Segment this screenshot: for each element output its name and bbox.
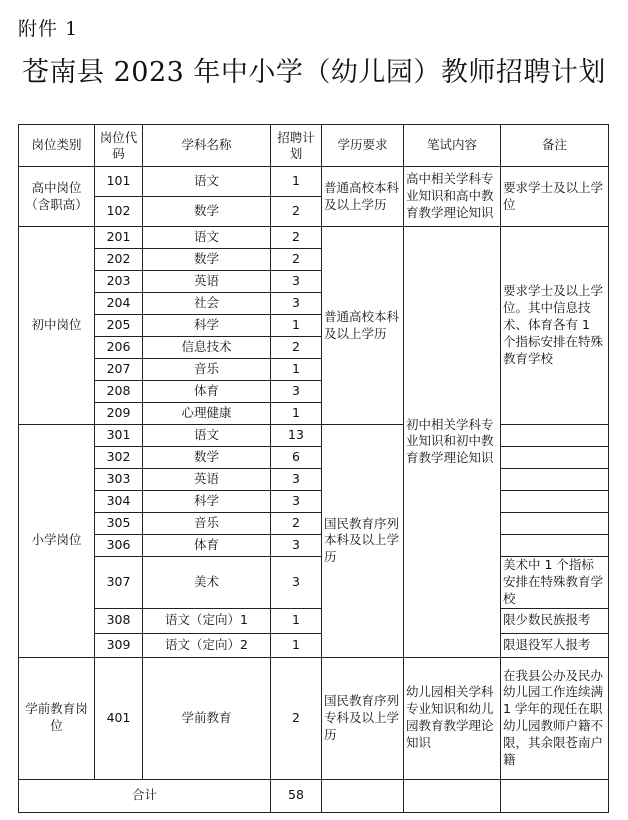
remark-empty [501,513,609,535]
subject-name: 数学 [143,447,271,469]
position-code: 304 [95,491,143,513]
category-primary-school: 小学岗位 [19,425,95,658]
quota-value: 2 [271,337,322,359]
subject-name: 社会 [143,293,271,315]
position-code: 308 [95,608,143,633]
quota-value: 3 [271,535,322,557]
table-row [19,557,609,609]
subject-name: 英语 [143,271,271,293]
position-code: 202 [95,249,143,271]
quota-value: 1 [271,359,322,381]
quota-value: 3 [271,491,322,513]
document-title: 苍南县 2023 年中小学（幼儿园）教师招聘计划 [22,57,606,88]
table-row [19,447,609,469]
remark-ethnic: 限少数民族报考 [501,608,609,633]
total-empty [322,779,404,812]
subject-name: 语文 [143,227,271,249]
header-row [19,125,609,167]
position-code: 208 [95,381,143,403]
header-category: 岗位类别 [19,125,95,167]
table-row [19,657,609,779]
table-row [19,535,609,557]
quota-value: 3 [271,469,322,491]
quota-value: 2 [271,227,322,249]
subject-name: 心理健康 [143,403,271,425]
subject-name: 英语 [143,469,271,491]
quota-value: 2 [271,249,322,271]
quota-value: 3 [271,381,322,403]
subject-name: 信息技术 [143,337,271,359]
exam-middle-primary: 初中相关学科专业知识和初中教育教学理论知识 [404,227,501,658]
position-code: 305 [95,513,143,535]
category-middle-school: 初中岗位 [19,227,95,425]
header-remarks: 备注 [501,125,609,167]
position-code: 101 [95,167,143,197]
education-primary-school: 国民教育序列本科及以上学历 [322,425,404,658]
quota-value: 2 [271,197,322,227]
position-code: 303 [95,469,143,491]
subject-name: 语文 [143,425,271,447]
quota-value: 1 [271,403,322,425]
position-code: 209 [95,403,143,425]
position-code: 204 [95,293,143,315]
table-row [19,491,609,513]
remark-middle-school: 要求学士及以上学位。其中信息技术、体育各有 1 个指标安排在特殊教育学校 [501,227,609,425]
subject-name: 学前教育 [143,657,271,779]
position-code: 102 [95,197,143,227]
quota-value: 1 [271,167,322,197]
remark-high-school: 要求学士及以上学位 [501,167,609,227]
remark-empty [501,425,609,447]
subject-name: 数学 [143,249,271,271]
education-middle-school: 普通高校本科及以上学历 [322,227,404,425]
quota-value: 1 [271,608,322,633]
table-row [19,608,609,633]
position-code: 205 [95,315,143,337]
subject-name: 语文（定向）1 [143,608,271,633]
quota-value: 13 [271,425,322,447]
remark-veteran: 限退役军人报考 [501,633,609,657]
header-exam: 笔试内容 [404,125,501,167]
remark-preschool: 在我县公办及民办幼儿园工作连续满 1 学年的现任在职幼儿园教师户籍不限，其余限苍南户籍 [501,657,609,779]
position-code: 206 [95,337,143,359]
header-quota: 招聘计划 [271,125,322,167]
position-code: 207 [95,359,143,381]
table-row [19,513,609,535]
total-quota: 58 [271,779,322,812]
education-high-school: 普通高校本科及以上学历 [322,167,404,227]
position-code: 201 [95,227,143,249]
quota-value: 1 [271,315,322,337]
category-preschool: 学前教育岗位 [19,657,95,779]
position-code: 401 [95,657,143,779]
header-code: 岗位代码 [95,125,143,167]
education-preschool: 国民教育序列专科及以上学历 [322,657,404,779]
subject-name: 美术 [143,557,271,609]
exam-high-school: 高中相关学科专业知识和高中教育教学理论知识 [404,167,501,227]
position-code: 301 [95,425,143,447]
annex-label: 附件 1 [18,18,79,40]
category-high-school: 高中岗位（含职高） [19,167,95,227]
total-label: 合计 [19,779,271,812]
remark-empty [501,469,609,491]
remark-art: 美术中 1 个指标安排在特殊教育学校 [501,557,609,609]
position-code: 302 [95,447,143,469]
position-code: 203 [95,271,143,293]
table-row [19,469,609,491]
subject-name: 音乐 [143,359,271,381]
total-row [19,779,609,812]
subject-name: 科学 [143,315,271,337]
quota-value: 6 [271,447,322,469]
table-row [19,167,609,197]
subject-name: 体育 [143,381,271,403]
total-empty [501,779,609,812]
position-code: 306 [95,535,143,557]
remark-empty [501,491,609,513]
subject-name: 科学 [143,491,271,513]
table-row [19,227,609,249]
table-row [19,633,609,657]
header-education: 学历要求 [322,125,404,167]
quota-value: 2 [271,657,322,779]
exam-preschool: 幼儿园相关学科专业知识和幼儿园教育教学理论知识 [404,657,501,779]
subject-name: 语文 [143,167,271,197]
subject-name: 体育 [143,535,271,557]
position-code: 309 [95,633,143,657]
total-empty [404,779,501,812]
subject-name: 数学 [143,197,271,227]
quota-value: 3 [271,293,322,315]
quota-value: 2 [271,513,322,535]
position-code: 307 [95,557,143,609]
subject-name: 音乐 [143,513,271,535]
quota-value: 3 [271,271,322,293]
remark-empty [501,447,609,469]
quota-value: 1 [271,633,322,657]
table-row [19,425,609,447]
quota-value: 3 [271,557,322,609]
header-subject: 学科名称 [143,125,271,167]
recruitment-plan-table [18,124,609,813]
remark-empty [501,535,609,557]
subject-name: 语文（定向）2 [143,633,271,657]
